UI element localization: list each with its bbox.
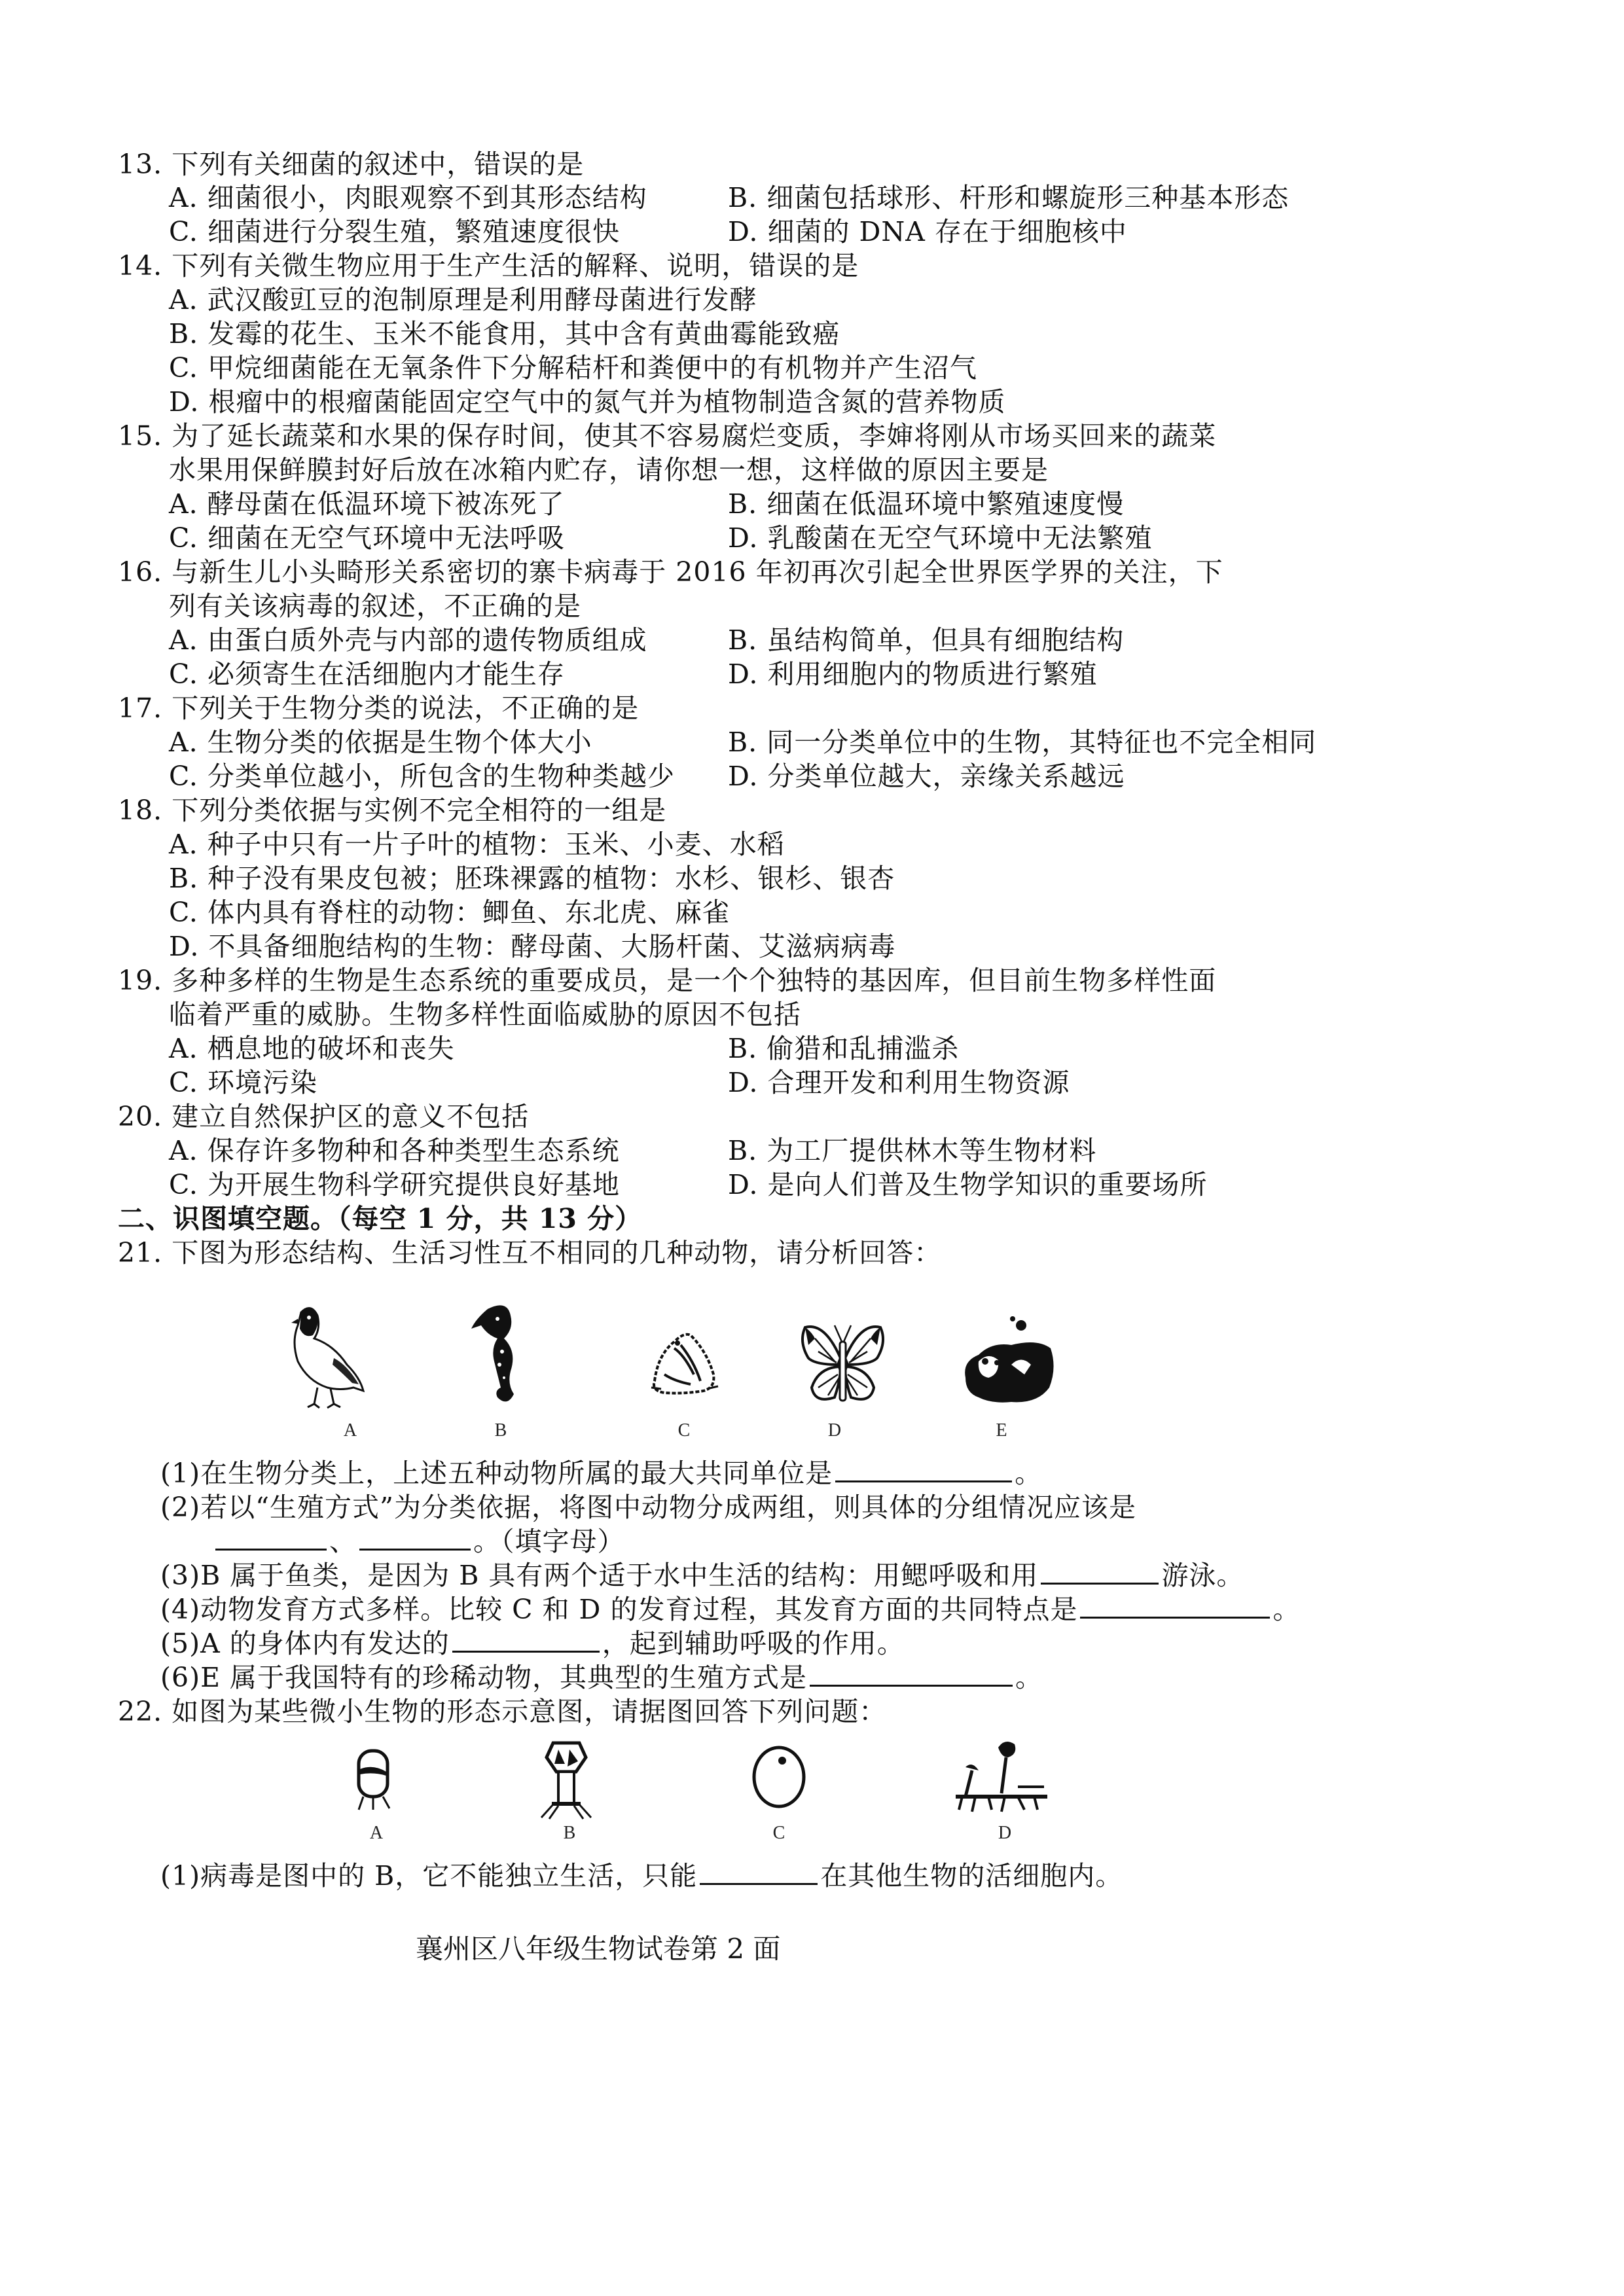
q21-sub-6-end: 。 [1015,1662,1043,1693]
figure-b-bacteriophage [533,1738,599,1820]
q18-option-a: A. 种子中只有一片子叶的植物：玉米、小麦、水稻 [169,829,785,860]
q21-sub-4-end: 。 [1272,1594,1301,1625]
q13-option-b: B. 细菌包括球形、杆形和螺旋形三种基本形态 [728,182,1290,213]
q18-option-b: B. 种子没有果皮包被；胚珠裸露的植物：水杉、银杉、银杏 [169,863,895,894]
q14-option-a: A. 武汉酸豇豆的泡制原理是利用酵母菌进行发酵 [169,284,757,315]
figure-d-mold [952,1734,1051,1816]
q16-option-b: B. 虽结构简单，但具有细胞结构 [728,624,1125,656]
answer-blank[interactable] [1080,1593,1270,1619]
q17-option-a: A. 生物分类的依据是生物个体大小 [169,726,592,758]
figure-label-c: C [772,1823,785,1843]
q14-stem: 14. 下列有关微生物应用于生产生活的解释、说明，错误的是 [118,250,859,281]
answer-blank[interactable] [810,1661,1013,1687]
q21-sub-1-end: 。 [1015,1458,1043,1489]
q19-option-d: D. 合理开发和利用生物资源 [728,1067,1070,1098]
q15-option-a: A. 酵母菌在低温环境下被冻死了 [169,488,565,520]
q21-sub-2 [160,1490,1136,1524]
q13-option-d: D. 细菌的 DNA 存在于细胞核中 [728,216,1127,247]
figure-c-frog [645,1316,723,1401]
figure-a-bacterium [347,1744,399,1816]
q20-option-b: B. 为工厂提供林木等生物材料 [728,1135,1097,1166]
q20-option-d: D. 是向人们普及生物学知识的重要场所 [728,1169,1208,1200]
q15-option-d: D. 乳酸菌在无空气环境中无法繁殖 [728,522,1153,554]
q14-option-c: C. 甲烷细菌能在无氧条件下分解秸杆和粪便中的有机物并产生沼气 [169,352,977,384]
figure-e-panda [959,1316,1057,1407]
q16-option-c: C. 必须寄生在活细胞内才能生存 [169,658,565,690]
figure-label-a: A [369,1823,384,1843]
figure-c-yeast [749,1744,808,1810]
q17-option-c: C. 分类单位越小，所包含的生物种类越少 [169,761,675,792]
q13-stem: 13. 下列有关细菌的叙述中，错误的是 [118,149,585,180]
figure-d-butterfly [799,1322,887,1407]
yeast-cell-icon [749,1744,808,1810]
separator: 、 [329,1526,357,1557]
q19-stem-cont: 临着严重的威胁。生物多样性面临威胁的原因不包括 [169,999,801,1030]
q17-stem: 17. 下列关于生物分类的说法，不正确的是 [118,692,640,724]
q14-option-b: B. 发霉的花生、玉米不能食用，其中含有黄曲霉能致癌 [169,318,840,350]
q18-option-c: C. 体内具有脊柱的动物：鲫鱼、东北虎、麻雀 [169,897,730,928]
figure-a-pigeon [281,1299,373,1410]
figure-label-c: C [677,1420,691,1441]
q15-option-b: B. 细菌在低温环境中繁殖速度慢 [728,488,1125,520]
panda-icon [959,1316,1057,1407]
figure-label-a: A [343,1420,357,1441]
q21-sub-4 [160,1592,1300,1626]
q14-option-d: D. 根瘤中的根瘤菌能固定空气中的氮气并为植物制造含氮的营养物质 [169,386,1006,418]
q19-option-c: C. 环境污染 [169,1067,317,1098]
q19-option-b: B. 偷猎和乱捕滥杀 [728,1033,960,1064]
figure-label-e: E [996,1420,1007,1441]
q20-option-c: C. 为开展生物科学研究提供良好基地 [169,1169,620,1200]
seahorse-icon [468,1299,533,1410]
frog-icon [645,1316,723,1401]
figure-b-seahorse [468,1299,533,1410]
section-2-title: 二、识图填空题。（每空 1 分，共 13 分） [118,1203,643,1234]
q13-option-a: A. 细菌很小，肉眼观察不到其形态结构 [169,182,647,213]
q13-option-c: C. 细菌进行分裂生殖，繁殖速度很快 [169,216,620,247]
answer-blank[interactable] [359,1525,471,1551]
q19-stem: 19. 多种多样的生物是生态系统的重要成员，是一个个独特的基因库，但目前生物多样性面 [118,965,1217,996]
q19-option-a: A. 栖息地的破坏和丧失 [169,1033,455,1064]
q20-option-a: A. 保存许多物种和各种类型生态系统 [169,1135,620,1166]
q15-stem-cont: 水果用保鲜膜封好后放在冰箱内贮存，请你想一想，这样做的原因主要是 [169,454,1049,486]
mold-icon [952,1734,1051,1816]
q16-stem-cont: 列有关该病毒的叙述，不正确的是 [169,590,581,622]
q21-sub-3-text: (3)B 属于鱼类，是因为 B 具有两个适于水中生活的结构：用鳃呼吸和用 [160,1560,1039,1591]
q18-stem: 18. 下列分类依据与实例不完全相符的一组是 [118,795,667,826]
q22-sub-1-end: 在其他生物的活细胞内。 [820,1860,1123,1892]
q21-sub-4-text: (4)动物发育方式多样。比较 C 和 D 的发育过程，其发育方面的共同特点是 [160,1594,1078,1625]
figure-label-b: B [494,1420,507,1441]
q21-sub-3 [160,1558,1244,1592]
q21-sub-1-text: (1)在生物分类上，上述五种动物所属的最大共同单位是 [160,1458,833,1489]
figure-label-d: D [827,1420,842,1441]
q15-stem: 15. 为了延长蔬菜和水果的保存时间，使其不容易腐烂变质，李婶将刚从市场买回来的蔬菜 [118,420,1217,452]
q21-sub-6-text: (6)E 属于我国特有的珍稀动物，其典型的生殖方式是 [160,1662,808,1693]
q15-option-c: C. 细菌在无空气环境中无法呼吸 [169,522,565,554]
q17-option-b: B. 同一分类单位中的生物，其特征也不完全相同 [728,726,1317,758]
answer-blank[interactable] [835,1457,1012,1482]
answer-blank[interactable] [215,1525,327,1551]
answer-blank[interactable] [452,1627,600,1653]
page-footer: 襄州区八年级生物试卷第 2 面 [416,1933,781,1965]
q16-option-d: D. 利用细胞内的物质进行繁殖 [728,658,1098,690]
q21-sub-3-end: 游泳。 [1161,1560,1244,1591]
answer-blank[interactable] [1041,1559,1159,1585]
q21-sub-5 [160,1626,905,1660]
q21-sub-1 [160,1456,1042,1490]
butterfly-icon [799,1322,887,1407]
q20-stem: 20. 建立自然保护区的意义不包括 [118,1101,530,1132]
q17-option-d: D. 分类单位越大，亲缘关系越远 [728,761,1125,792]
q22-sub-1-text: (1)病毒是图中的 B，它不能独立生活，只能 [160,1860,698,1892]
q21-sub-2-end: 。（填字母） [473,1526,625,1557]
q22-sub-1 [160,1859,1123,1893]
q21-sub-5-end: ，起到辅助呼吸的作用。 [602,1628,905,1659]
q22-stem: 22. 如图为某些微小生物的形态示意图，请据图回答下列问题： [118,1696,887,1727]
q21-stem: 21. 下图为形态结构、生活习性互不相同的几种动物，请分析回答： [118,1237,942,1268]
q21-sub-2-answer [213,1524,625,1558]
figure-label-b: B [563,1823,576,1843]
q21-sub-2-text: (2)若以“生殖方式”为分类依据，将图中动物分成两组，则具体的分组情况应该是 [160,1492,1136,1523]
q16-stem: 16. 与新生儿小头畸形关系密切的寨卡病毒于 2016 年初再次引起全世界医学界的关注，下 [118,556,1223,588]
figure-label-d: D [998,1823,1012,1843]
q16-option-a: A. 由蛋白质外壳与内部的遗传物质组成 [169,624,647,656]
q21-sub-5-text: (5)A 的身体内有发达的 [160,1628,450,1659]
q18-option-d: D. 不具备细胞结构的生物：酵母菌、大肠杆菌、艾滋病病毒 [169,931,896,962]
q21-sub-6 [160,1660,1043,1695]
bacterium-icon [347,1744,399,1816]
bacteriophage-icon [533,1738,599,1820]
answer-blank[interactable] [700,1859,818,1885]
pigeon-icon [281,1299,373,1410]
